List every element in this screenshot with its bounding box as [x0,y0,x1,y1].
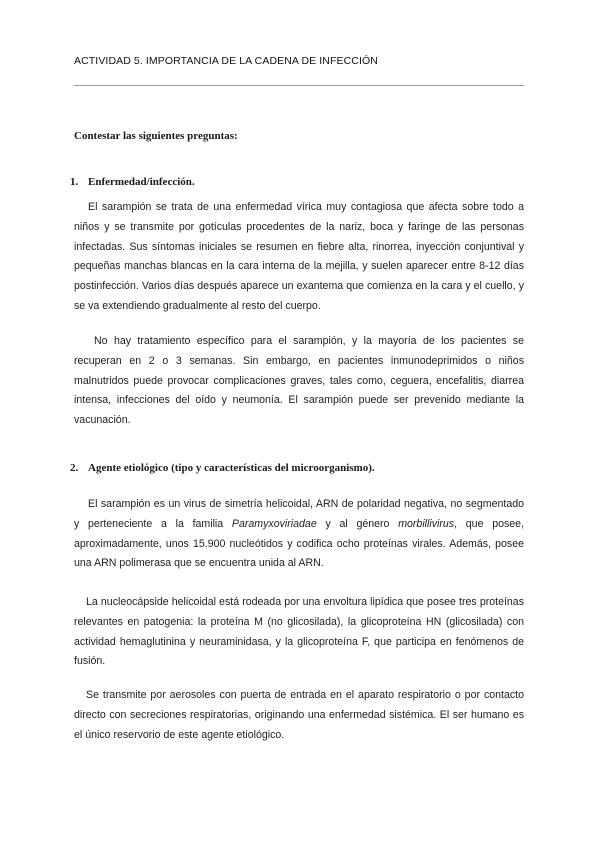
section-1-paragraph-1: El sarampión se trata de una enfermedad vírica muy contagiosa que afecta sobre todo a niños y se transmite por gotículas procedentes de la nariz, boca y faringe de las personas infectadas. Sus síntomas iniciales se resumen en fiebre alta, rinorrea, inyección conjuntival y pequeñas manchas blancas en la cara interna de la mejilla, y suelen aparecer entre 8-12 días postinfección. Varios días después aparece un exantema que comienza en la cara y el cuello, y se va extendiendo gradualmente al resto del cuerpo. [74,201,524,312]
section-1-heading [70,176,195,188]
section-2-title: Agente etiológico (tipo y características del microorganismo). [88,462,375,474]
section-2-heading [70,462,375,474]
intro-instruction: Contestar las siguientes preguntas: [74,130,238,142]
section-1-paragraph-2: No hay tratamiento específico para el sarampión, y la mayoría de los pacientes se recuperan en 2 o 3 semanas. Sin embargo, en pacientes inmunodeprimidos o niños malnutridos puede provocar complicaciones graves, tales como, ceguera, encefalitis, diarrea intensa, infecciones del oído y neumonía. El sarampión puede ser prevenido mediante la vacunación. [74,335,524,427]
section-2-paragraph-1 [74,495,524,574]
section-1-title: Enfermedad/infección. [88,176,195,188]
section-2-number: 2. [70,462,79,474]
s2p1-text-c: , que posee, aproximadamente, unos 15.900 nucleótidos y codifica ocho proteínas virales. Además, posee una ARN polimerasa que se encuentra unida al ARN. [74,517,525,570]
s2p1-text-b: y al género [316,517,399,530]
section-1-number: 1. [70,176,79,188]
section-2-paragraph-2: La nucleocápside helicoidal está rodeada por una envoltura lipídica que posee tres proteínas relevantes en patogenia: la proteína M (no glicosilada), la glicoproteína HN (glicosilada) con actividad hemaglutinina y neuraminidasa, y la glicoproteína F, que participa en fenómenos de fusión. [74,596,524,668]
family-name: Paramyxoviriadae [231,517,317,530]
genus-name: morbillivirus [398,517,455,530]
s2p1-text-a: El sarampión es un virus de simetría helicoidal, ARN de polaridad negativa, no segmentado y perteneciente a la familia [74,498,524,530]
title-divider [74,85,524,86]
section-2-paragraph-3: Se transmite por aerosoles con puerta de entrada en el aparato respiratorio o por contacto directo con secreciones respiratorias, originando una enfermedad sistémica. El ser humano es el único reservorio de este agente etiológico. [74,689,524,741]
document-title: ACTIVIDAD 5. IMPORTANCIA DE LA CADENA DE INFECCIÓN [74,55,378,67]
